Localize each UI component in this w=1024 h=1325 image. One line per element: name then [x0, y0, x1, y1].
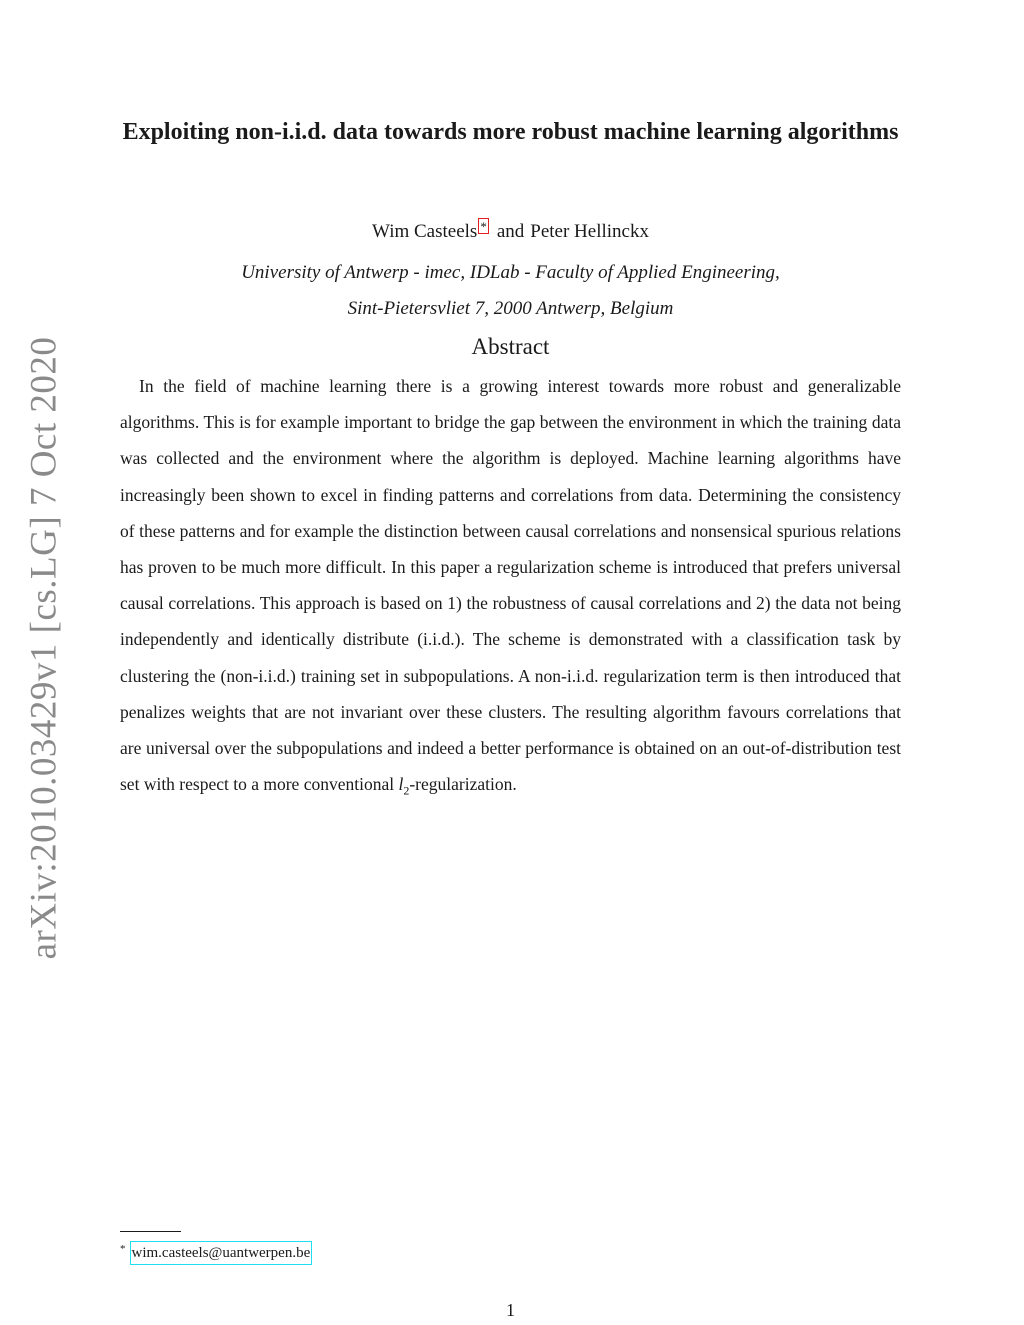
author-list — [120, 218, 901, 246]
math-subscript: 2 — [403, 783, 410, 798]
author-name: Wim Casteels — [372, 221, 478, 242]
page-number: 1 — [506, 1300, 515, 1320]
email-link[interactable]: wim.casteels@uantwerpen.be — [130, 1241, 313, 1265]
footnote-divider — [120, 1231, 181, 1232]
author-affiliation — [120, 255, 901, 327]
author-conjunction: and — [496, 221, 525, 242]
abstract-text-end: -regularization. — [409, 774, 517, 795]
paper-title: Exploiting non-i.i.d. data towards more robust machine learning algorithms — [122, 119, 899, 145]
footnote-marker: * — [120, 1243, 126, 1255]
affiliation-line: Sint-Pietersvliet 7, 2000 Antwerp, Belgium — [347, 298, 674, 319]
abstract-paragraph — [120, 368, 901, 809]
affiliation-line: University of Antwerp - imec, IDLab - Faculty of Applied Engineering, — [241, 262, 780, 283]
abstract-text: In the field of machine learning there is a growing interest towards more robust and generalizable algorithms. This is for example important to bridge the gap between the environment in which the training data was collected and the environment where the algorithm is deployed. Machine learning algorithms have increasingly been shown to excel in finding patterns and correlations from data. Determining the consistency of these patterns and for example the distinction between causal correlations and nonsensical spurious relations has proven to be much more difficult. In this paper a regularization scheme is introduced that prefers universal causal correlations. This approach is based on 1) the robustness of causal correlations and 2) the data not being independently and identically distribute (i.i.d.). The scheme is demonstrated with a classification task by clustering the (non-i.i.d.) training set in subpopulations. A non-i.i.d. regularization term is then introduced that penalizes weights that are not invariant over these clusters. The resulting algorithm favours correlations that are universal over the subpopulations and indeed a better performance is obtained on an out-of-distribution test set with respect to a more conventional — [120, 376, 901, 795]
author-name: Peter Hellinckx — [530, 221, 649, 242]
math-variable: l — [398, 774, 404, 795]
abstract-heading: Abstract — [471, 334, 550, 359]
footnote — [120, 1238, 312, 1265]
footnote-reference-link[interactable]: * — [480, 219, 487, 234]
arxiv-identifier-stamp: arXiv:2010.03429v1 [cs.LG] 7 Oct 2020 — [23, 336, 65, 960]
